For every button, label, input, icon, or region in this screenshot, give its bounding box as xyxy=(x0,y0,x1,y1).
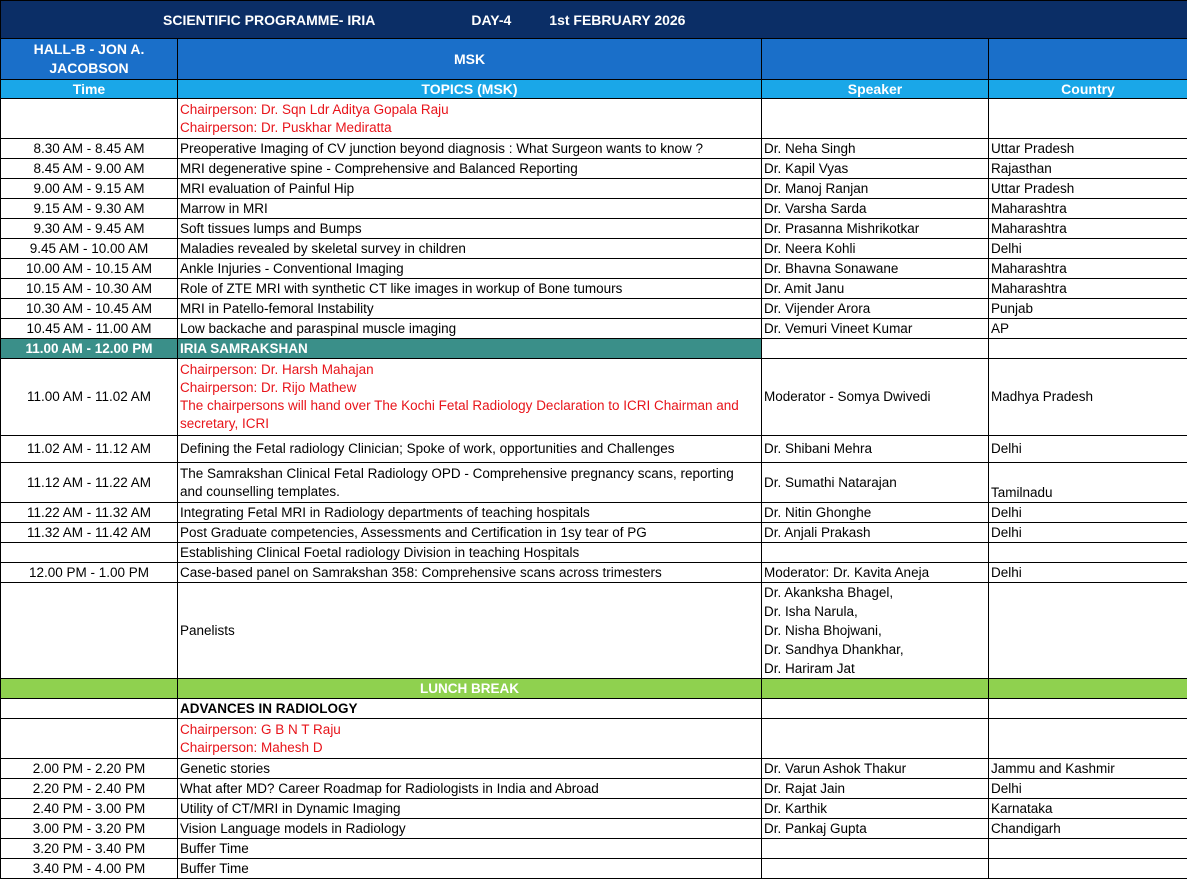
table-row xyxy=(1,523,1187,543)
topic-cell: Integrating Fetal MRI in Radiology departments of teaching hospitals xyxy=(178,503,762,523)
speaker-cell xyxy=(762,839,989,859)
panelist: Dr. Isha Narula, xyxy=(764,604,858,619)
empty-cell xyxy=(1,719,178,759)
table-row xyxy=(1,219,1187,239)
country-cell: Uttar Pradesh xyxy=(989,139,1187,159)
country-cell: Delhi xyxy=(989,779,1187,799)
empty-cell xyxy=(989,719,1187,759)
chairpersons xyxy=(178,359,762,436)
speaker-cell: Dr. Nitin Ghonghe xyxy=(762,503,989,523)
empty-cell xyxy=(1,699,178,719)
country-cell: Delhi xyxy=(989,436,1187,463)
time-cell: 12.00 PM - 1.00 PM xyxy=(1,563,178,583)
time-cell: 9.00 AM - 9.15 AM xyxy=(1,179,178,199)
time-cell: 8.45 AM - 9.00 AM xyxy=(1,159,178,179)
chairperson: Chairperson: G B N T Raju xyxy=(180,721,341,737)
time-cell: 9.30 AM - 9.45 AM xyxy=(1,219,178,239)
programme-title: SCIENTIFIC PROGRAMME- IRIA xyxy=(163,11,376,28)
speaker-cell: Dr. Prasanna Mishrikotkar xyxy=(762,219,989,239)
col-header-speaker: Speaker xyxy=(762,80,989,99)
topic-cell: Establishing Clinical Foetal radiology Division in teaching Hospitals xyxy=(178,543,762,563)
table-row xyxy=(1,199,1187,219)
speaker-cell: Dr. Sumathi Natarajan xyxy=(762,463,989,503)
hall-row-blank xyxy=(989,39,1187,80)
session-header-row xyxy=(1,339,1187,359)
session-time: 11.00 AM - 12.00 PM xyxy=(1,339,178,359)
panelist: Dr. Akanksha Bhagel, xyxy=(764,585,894,600)
date-label: 1st FEBRUARY 2026 xyxy=(549,11,686,28)
empty-cell xyxy=(989,583,1187,679)
topic-cell: Ankle Injuries - Conventional Imaging xyxy=(178,259,762,279)
speaker-cell: Moderator: Dr. Kavita Aneja xyxy=(762,563,989,583)
chairperson: Chairperson: Mahesh D xyxy=(180,739,323,755)
empty-cell xyxy=(989,699,1187,719)
speaker-cell: Moderator - Somya Dwivedi xyxy=(762,359,989,436)
speaker-cell: Dr. Kapil Vyas xyxy=(762,159,989,179)
country-cell: Delhi xyxy=(989,523,1187,543)
time-cell: 11.12 AM - 11.22 AM xyxy=(1,463,178,503)
topic-cell: Buffer Time xyxy=(178,839,762,859)
country-cell xyxy=(989,859,1187,879)
panelists-row xyxy=(1,583,1187,679)
session-title: IRIA SAMRAKSHAN xyxy=(178,339,762,359)
chairperson: Chairperson: Dr. Harsh Mahajan xyxy=(180,362,374,377)
lunch-cell xyxy=(989,679,1187,699)
empty-cell xyxy=(989,543,1187,563)
topic-cell: Soft tissues lumps and Bumps xyxy=(178,219,762,239)
country-cell: Tamilnadu xyxy=(989,463,1187,503)
time-cell: 11.32 AM - 11.42 AM xyxy=(1,523,178,543)
col-header-topics: TOPICS (MSK) xyxy=(178,80,762,99)
topic-cell: MRI evaluation of Painful Hip xyxy=(178,179,762,199)
hall-row xyxy=(1,39,1187,80)
chairperson: Chairperson: Dr. Puskhar Mediratta xyxy=(180,119,392,135)
speaker-cell: Dr. Vemuri Vineet Kumar xyxy=(762,319,989,339)
session-header-row xyxy=(1,699,1187,719)
chairpersons xyxy=(178,99,762,139)
table-row xyxy=(1,319,1187,339)
country-cell: Maharashtra xyxy=(989,279,1187,299)
table-row xyxy=(1,543,1187,563)
topic-cell: MRI in Patello-femoral Instability xyxy=(178,299,762,319)
ceremony-note: The chairpersons will hand over The Kochi Fetal Radiology Declaration to ICRI Chairman and secretary, ICRI xyxy=(180,398,739,431)
table-row xyxy=(1,779,1187,799)
time-cell: 10.45 AM - 11.00 AM xyxy=(1,319,178,339)
table-row xyxy=(1,759,1187,779)
empty-cell xyxy=(762,543,989,563)
column-header-row xyxy=(1,80,1187,99)
time-cell: 8.30 AM - 8.45 AM xyxy=(1,139,178,159)
chair-row xyxy=(1,99,1187,139)
country-cell: Rajasthan xyxy=(989,159,1187,179)
topic-cell: Utility of CT/MRI in Dynamic Imaging xyxy=(178,799,762,819)
col-header-country: Country xyxy=(989,80,1187,99)
panelists-label: Panelists xyxy=(178,583,762,679)
table-row xyxy=(1,859,1187,879)
speaker-cell: Dr. Amit Janu xyxy=(762,279,989,299)
empty-cell xyxy=(762,339,989,359)
title-cell xyxy=(1,1,1187,39)
track-name: MSK xyxy=(178,39,762,80)
chairperson: Chairperson: Dr. Rijo Mathew xyxy=(180,380,357,395)
lunch-cell xyxy=(1,679,178,699)
time-cell: 3.20 PM - 3.40 PM xyxy=(1,839,178,859)
country-cell: Madhya Pradesh xyxy=(989,359,1187,436)
topic-cell: Maladies revealed by skeletal survey in children xyxy=(178,239,762,259)
country-cell: Delhi xyxy=(989,239,1187,259)
topic-cell: What after MD? Career Roadmap for Radiologists in India and Abroad xyxy=(178,779,762,799)
country-cell: Maharashtra xyxy=(989,219,1187,239)
time-cell: 10.15 AM - 10.30 AM xyxy=(1,279,178,299)
speaker-cell: Dr. Manoj Ranjan xyxy=(762,179,989,199)
country-cell: Maharashtra xyxy=(989,259,1187,279)
table-row xyxy=(1,179,1187,199)
speaker-cell: Dr. Karthik xyxy=(762,799,989,819)
speaker-cell: Dr. Vijender Arora xyxy=(762,299,989,319)
session-title: ADVANCES IN RADIOLOGY xyxy=(178,699,762,719)
country-cell: AP xyxy=(989,319,1187,339)
country-cell xyxy=(989,839,1187,859)
table-row xyxy=(1,239,1187,259)
table-row xyxy=(1,279,1187,299)
table-row xyxy=(1,563,1187,583)
empty-cell xyxy=(762,99,989,139)
panelist: Dr. Hariram Jat xyxy=(764,661,855,676)
empty-cell xyxy=(1,583,178,679)
speaker-cell: Dr. Rajat Jain xyxy=(762,779,989,799)
country-cell: Maharashtra xyxy=(989,199,1187,219)
topic-cell: Genetic stories xyxy=(178,759,762,779)
col-header-time: Time xyxy=(1,80,178,99)
table-row xyxy=(1,839,1187,859)
speaker-cell: Dr. Varsha Sarda xyxy=(762,199,989,219)
time-cell: 10.30 AM - 10.45 AM xyxy=(1,299,178,319)
topic-cell: Role of ZTE MRI with synthetic CT like images in workup of Bone tumours xyxy=(178,279,762,299)
empty-cell xyxy=(762,719,989,759)
chairperson: Chairperson: Dr. Sqn Ldr Aditya Gopala Raju xyxy=(180,101,449,117)
table-row xyxy=(1,819,1187,839)
table-row xyxy=(1,436,1187,463)
empty-cell xyxy=(1,543,178,563)
lunch-label: LUNCH BREAK xyxy=(178,679,762,699)
speaker-cell xyxy=(762,859,989,879)
table-row xyxy=(1,463,1187,503)
empty-cell xyxy=(1,99,178,139)
empty-cell xyxy=(762,699,989,719)
speaker-cell: Dr. Neera Kohli xyxy=(762,239,989,259)
speaker-cell: Dr. Bhavna Sonawane xyxy=(762,259,989,279)
table-row xyxy=(1,299,1187,319)
country-cell: Karnataka xyxy=(989,799,1187,819)
topic-cell: Defining the Fetal radiology Clinician; Spoke of work, opportunities and Challenges xyxy=(178,436,762,463)
table-row xyxy=(1,259,1187,279)
time-cell: 9.15 AM - 9.30 AM xyxy=(1,199,178,219)
speaker-cell: Dr. Anjali Prakash xyxy=(762,523,989,543)
time-cell: 9.45 AM - 10.00 AM xyxy=(1,239,178,259)
time-cell: 3.00 PM - 3.20 PM xyxy=(1,819,178,839)
topic-cell: Marrow in MRI xyxy=(178,199,762,219)
table-row xyxy=(1,799,1187,819)
table-row xyxy=(1,139,1187,159)
title-row xyxy=(1,1,1187,39)
speaker-cell: Dr. Shibani Mehra xyxy=(762,436,989,463)
speaker-cell: Dr. Pankaj Gupta xyxy=(762,819,989,839)
panelist: Dr. Nisha Bhojwani, xyxy=(764,623,882,638)
time-cell: 11.00 AM - 11.02 AM xyxy=(1,359,178,436)
day-label: DAY-4 xyxy=(471,11,512,28)
empty-cell xyxy=(989,339,1187,359)
topic-cell: Case-based panel on Samrakshan 358: Comprehensive scans across trimesters xyxy=(178,563,762,583)
country-cell: Chandigarh xyxy=(989,819,1187,839)
table-row xyxy=(1,503,1187,523)
time-cell: 2.20 PM - 2.40 PM xyxy=(1,779,178,799)
country-cell: Delhi xyxy=(989,563,1187,583)
time-cell: 10.00 AM - 10.15 AM xyxy=(1,259,178,279)
time-cell: 11.22 AM - 11.32 AM xyxy=(1,503,178,523)
lunch-cell xyxy=(762,679,989,699)
country-cell: Uttar Pradesh xyxy=(989,179,1187,199)
empty-cell xyxy=(989,99,1187,139)
topic-cell: Preoperative Imaging of CV junction beyond diagnosis : What Surgeon wants to know ? xyxy=(178,139,762,159)
topic-cell: The Samrakshan Clinical Fetal Radiology OPD - Comprehensive pregnancy scans, reporting and counselling templates. xyxy=(178,463,762,503)
chairpersons xyxy=(178,719,762,759)
time-cell: 11.02 AM - 11.12 AM xyxy=(1,436,178,463)
topic-cell: Buffer Time xyxy=(178,859,762,879)
topic-cell: MRI degenerative spine - Comprehensive and Balanced Reporting xyxy=(178,159,762,179)
time-cell: 2.40 PM - 3.00 PM xyxy=(1,799,178,819)
time-cell: 2.00 PM - 2.20 PM xyxy=(1,759,178,779)
table-row xyxy=(1,159,1187,179)
samrakshan-intro-row xyxy=(1,359,1187,436)
country-cell: Jammu and Kashmir xyxy=(989,759,1187,779)
panelists-list xyxy=(762,583,989,679)
lunch-row xyxy=(1,679,1187,699)
speaker-cell: Dr. Varun Ashok Thakur xyxy=(762,759,989,779)
hall-row-blank xyxy=(762,39,989,80)
country-cell: Punjab xyxy=(989,299,1187,319)
panelist: Dr. Sandhya Dhankhar, xyxy=(764,642,904,657)
topic-cell: Post Graduate competencies, Assessments and Certification in 1sy tear of PG xyxy=(178,523,762,543)
country-cell: Delhi xyxy=(989,503,1187,523)
speaker-cell: Dr. Neha Singh xyxy=(762,139,989,159)
hall-name: HALL-B - JON A. JACOBSON xyxy=(1,39,178,80)
chair-row xyxy=(1,719,1187,759)
time-cell: 3.40 PM - 4.00 PM xyxy=(1,859,178,879)
topic-cell: Vision Language models in Radiology xyxy=(178,819,762,839)
topic-cell: Low backache and paraspinal muscle imaging xyxy=(178,319,762,339)
